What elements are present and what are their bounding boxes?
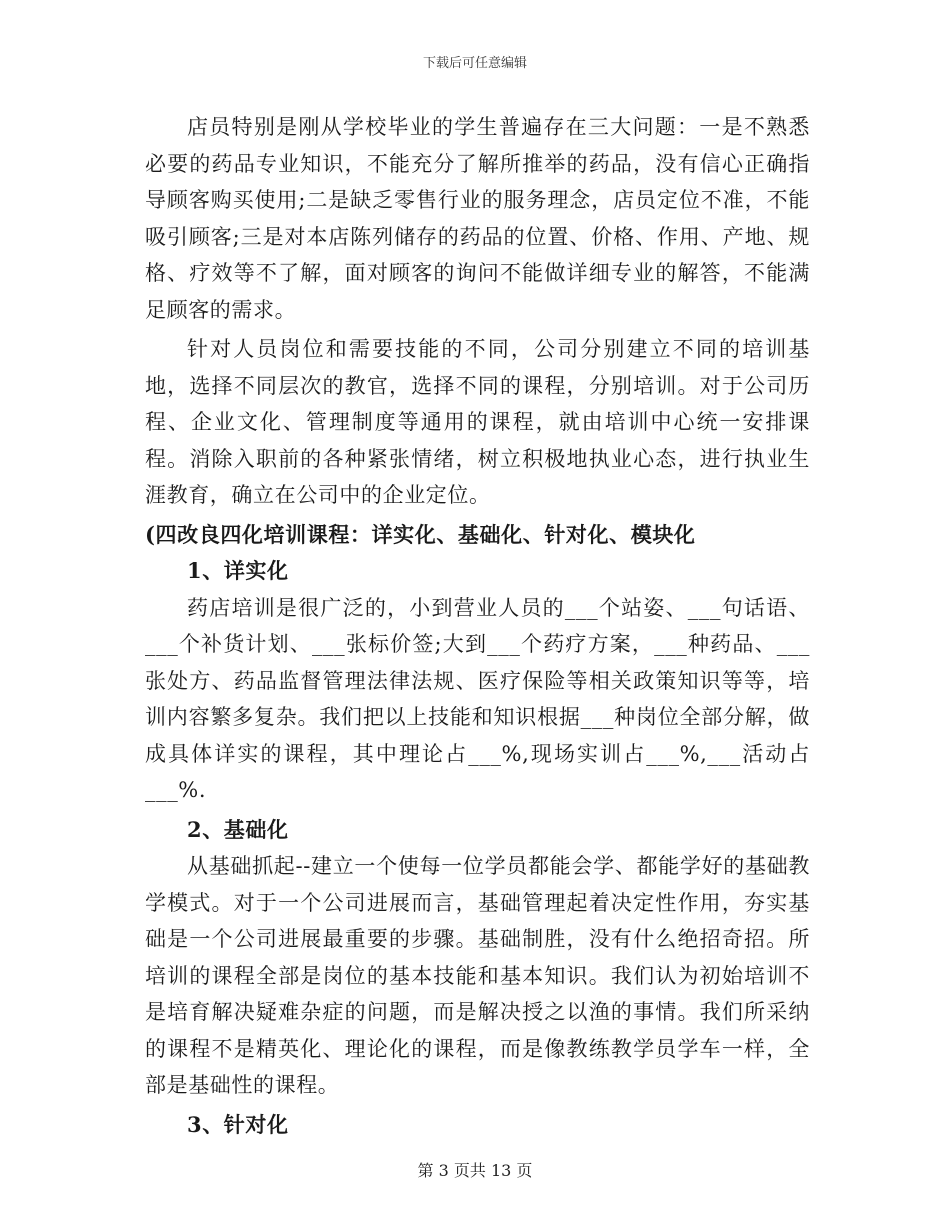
- section-heading-four-improvements: (四改良四化培训课程：详实化、基础化、针对化、模块化: [145, 521, 696, 547]
- subheading-basic: 2、基础化: [187, 816, 289, 842]
- subheading-targeted: 3、针对化: [187, 1111, 289, 1137]
- document-body: [145, 109, 810, 1143]
- page-header: 下载后可任意编辑: [422, 56, 527, 71]
- paragraph-training-bases: 针对人员岗位和需要技能的不同，公司分别建立不同的培训基地，选择不同层次的教官，选择不同的课程，分别培训。对于公司历程、企业文化、管理制度等通用的课程，就由培训中心统一安排课程。消除入职前的各种紧张情绪，树立积极地执业心态，进行执业生涯教育，确立在公司中的企业定位。: [145, 337, 810, 507]
- subheading-detailed: 1、详实化: [187, 558, 289, 583]
- paragraph-basic: 从基础抓起--建立一个使每一位学员都能会学、都能学好的基础教学模式。对于一个公司进展而言，基础管理起着决定性作用，夯实基础是一个公司进展最重要的步骤。基础制胜，没有什么绝招奇招。所培训的课程全部是岗位的基本技能和基本知识。我们认为初始培训不是培育解决疑难杂症的问题，而是解决授之以渔的事情。我们所采纳的课程不是精英化、理论化的课程，而是像教练教学员学车一样，全部是基础性的课程。: [145, 854, 810, 1097]
- page-number: 第 3 页共 13 页: [417, 1161, 533, 1180]
- paragraph-detailed: 药店培训是很广泛的，小到营业人员的___个站姿、___句话语、___个补货计划、___张标价签;大到___个药疗方案，___种药品、___张处方、药品监督管理法律法规、医疗保险等相关政策知识等等，培训内容繁多复杂。我们把以上技能和知识根据___种岗位全部分解，做成具体详实的课程，其中理论占___%,现场实训占___%,___活动占___%.: [145, 595, 810, 802]
- paragraph-staff-problems: 店员特别是刚从学校毕业的学生普遍存在三大问题：一是不熟悉必要的药品专业知识，不能充分了解所推举的药品，没有信心正确指导顾客购买使用;二是缺乏零售行业的服务理念，店员定位不准，不能吸引顾客;三是对本店陈列储存的药品的位置、价格、作用、产地、规格、疗效等不了解，面对顾客的询问不能做详细专业的解答，不能满足顾客的需求。: [145, 115, 810, 322]
